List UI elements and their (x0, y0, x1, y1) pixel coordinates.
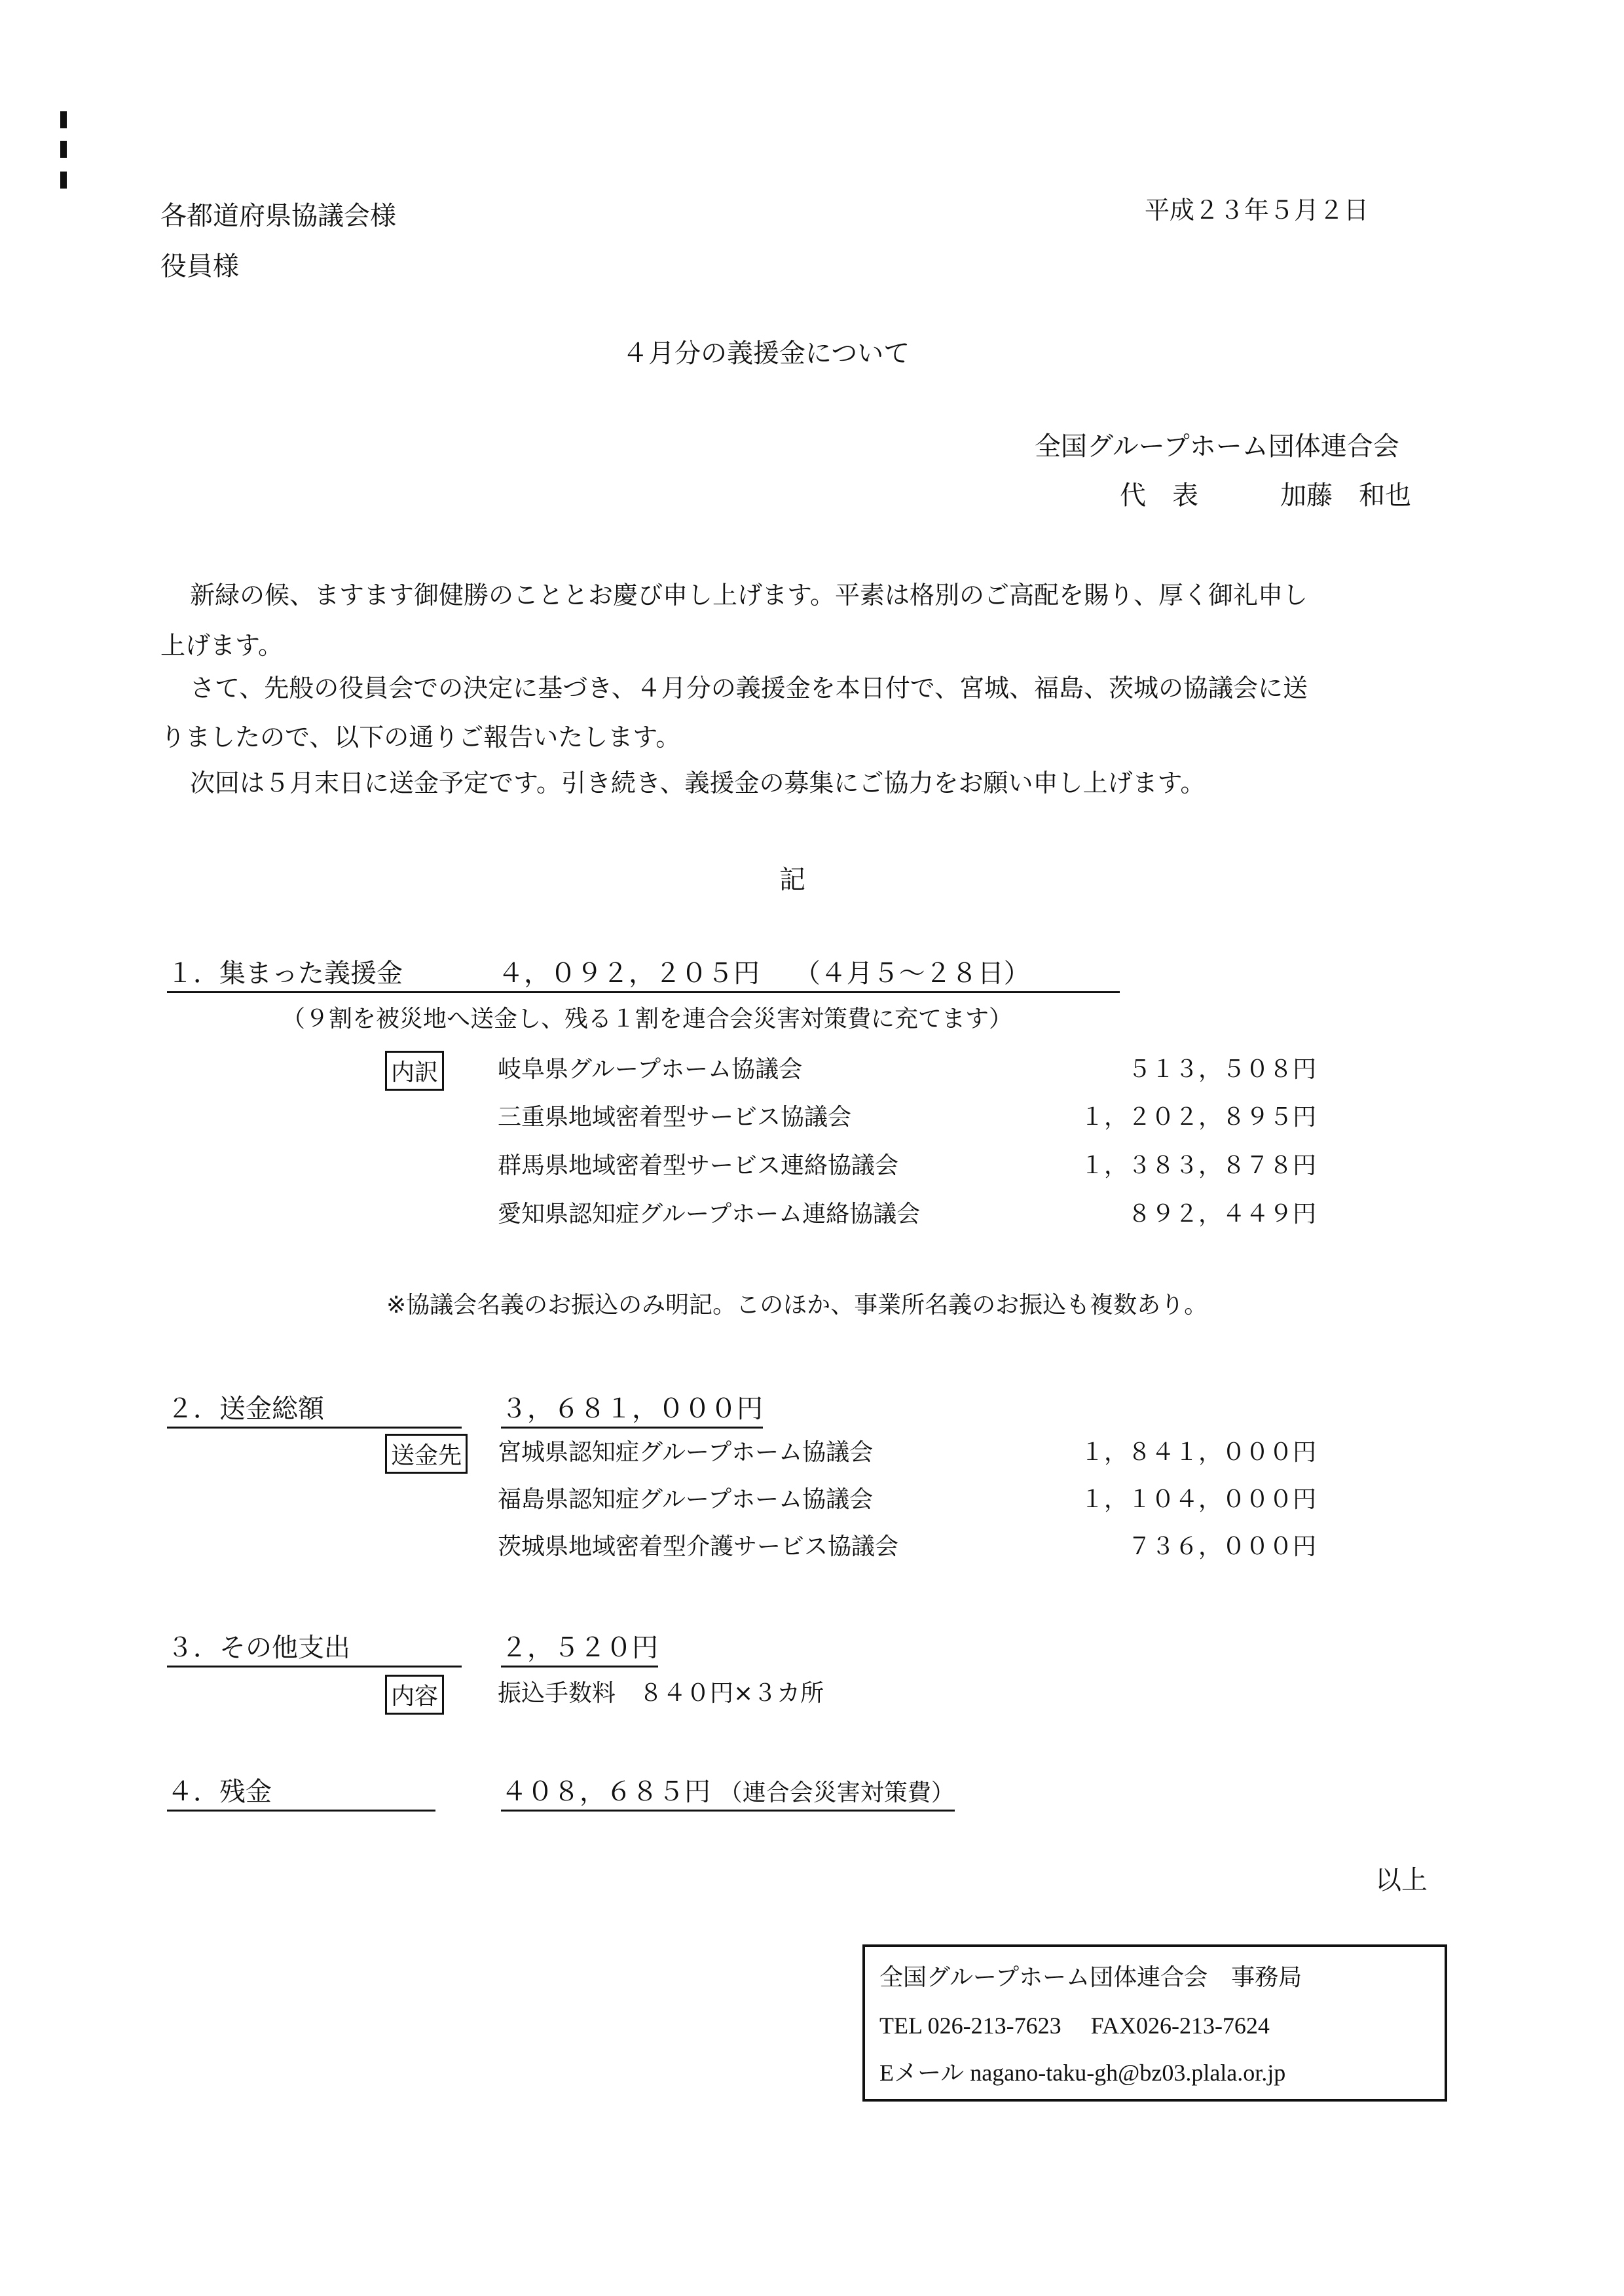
contact-phone-fax: TEL 026-213-7623 FAX026-213-7624 (879, 2013, 1270, 2039)
document-title: ４月分の義援金について (622, 338, 910, 369)
donor-amount: １，３８３，８７８円 (1080, 1152, 1316, 1179)
section4-amount: ４０８，６８５円 (501, 1777, 710, 1807)
sender-role: 代 表 (1120, 481, 1198, 511)
body-line: 新緑の候、ますます御健勝のこととお慶び申し上げます。平素は格別のご高配を賜り、厚く御礼申し (190, 581, 1308, 610)
section3-label: ３．その他支出 (167, 1627, 462, 1667)
punch-mark (60, 172, 67, 189)
section1-period: （４月５〜２８日） (794, 958, 1030, 989)
donor-amount: ８９２，４４９円 (1127, 1201, 1316, 1228)
body-line: 次回は５月末日に送金予定です。引き続き、義援金の募集にご協力をお願い申し上げます。 (190, 769, 1206, 797)
content-tag: 内容 (385, 1675, 444, 1715)
section3-amount: ２，５２０円 (501, 1627, 658, 1667)
donor-name: 三重県地域密着型サービス協議会 (498, 1104, 852, 1131)
body-line: りましたので、以下の通りご報告いたします。 (160, 723, 681, 752)
body-line: さて、先般の役員会での決定に基づき、４月分の義援金を本日付で、宮城、福島、茨城の協議会に送 (190, 674, 1308, 702)
punch-mark (60, 111, 67, 128)
section1-label: １．集まった義援金 (167, 953, 458, 993)
recipient-org-name: 福島県認知症グループホーム協議会 (498, 1486, 874, 1513)
recipient-org-amount: ７３６，０００円 (1127, 1533, 1316, 1560)
breakdown-tag: 内訳 (385, 1051, 444, 1091)
punch-mark (60, 141, 67, 158)
body-line: 上げます。 (160, 631, 283, 660)
section2-label: ２．送金総額 (167, 1388, 462, 1429)
closing: 以上 (1375, 1865, 1428, 1895)
recipient-org-name: 宮城県認知症グループホーム協議会 (498, 1439, 874, 1466)
recipient-org-amount: １，１０４，０００円 (1080, 1486, 1316, 1513)
sender-name: 加藤 和也 (1280, 481, 1411, 511)
remittance-tag: 送金先 (385, 1434, 468, 1474)
contact-email: Eメール nagano-taku-gh@bz03.plala.or.jp (879, 2060, 1286, 2086)
section4-label: ４．残金 (167, 1771, 435, 1812)
recipient-org-amount: １，８４１，０００円 (1080, 1439, 1316, 1466)
ki-heading: 記 (779, 865, 805, 895)
section4-note: （連合会災害対策費） (718, 1779, 955, 1806)
recipient-line: 役員様 (160, 251, 239, 282)
recipient-line: 各都道府県協議会様 (160, 201, 396, 231)
section4-line (501, 1771, 955, 1812)
donor-name: 群馬県地域密着型サービス連絡協議会 (498, 1152, 899, 1179)
donor-amount: ５１３，５０８円 (1127, 1056, 1316, 1083)
donor-name: 愛知県認知症グループホーム連絡協議会 (498, 1201, 921, 1228)
donor-amount: １，２０２，８９５円 (1080, 1104, 1316, 1131)
contact-organization: 全国グループホーム団体連合会 事務局 (879, 1964, 1302, 1991)
recipient-org-name: 茨城県地域密着型介護サービス協議会 (498, 1533, 899, 1560)
section1-amount: ４，０９２，２０５円 (498, 958, 760, 989)
section1-remark: ※協議会名義のお振込のみ明記。このほか、事業所名義のお振込も複数あり。 (386, 1292, 1208, 1319)
contact-box (862, 1944, 1447, 2102)
section3-detail: 振込手数料 ８４０円×３カ所 (498, 1680, 824, 1707)
section1-underline-extension (458, 953, 1120, 993)
sender-organization: 全国グループホーム団体連合会 (1035, 431, 1399, 462)
section2-amount: ３，６８１，０００円 (501, 1388, 763, 1429)
section1-note: （９割を被災地へ送金し、残る１割を連合会災害対策費に充てます） (282, 1006, 1013, 1032)
document-date: 平成２３年５月２日 (1145, 196, 1369, 225)
donor-name: 岐阜県グループホーム協議会 (498, 1056, 803, 1083)
